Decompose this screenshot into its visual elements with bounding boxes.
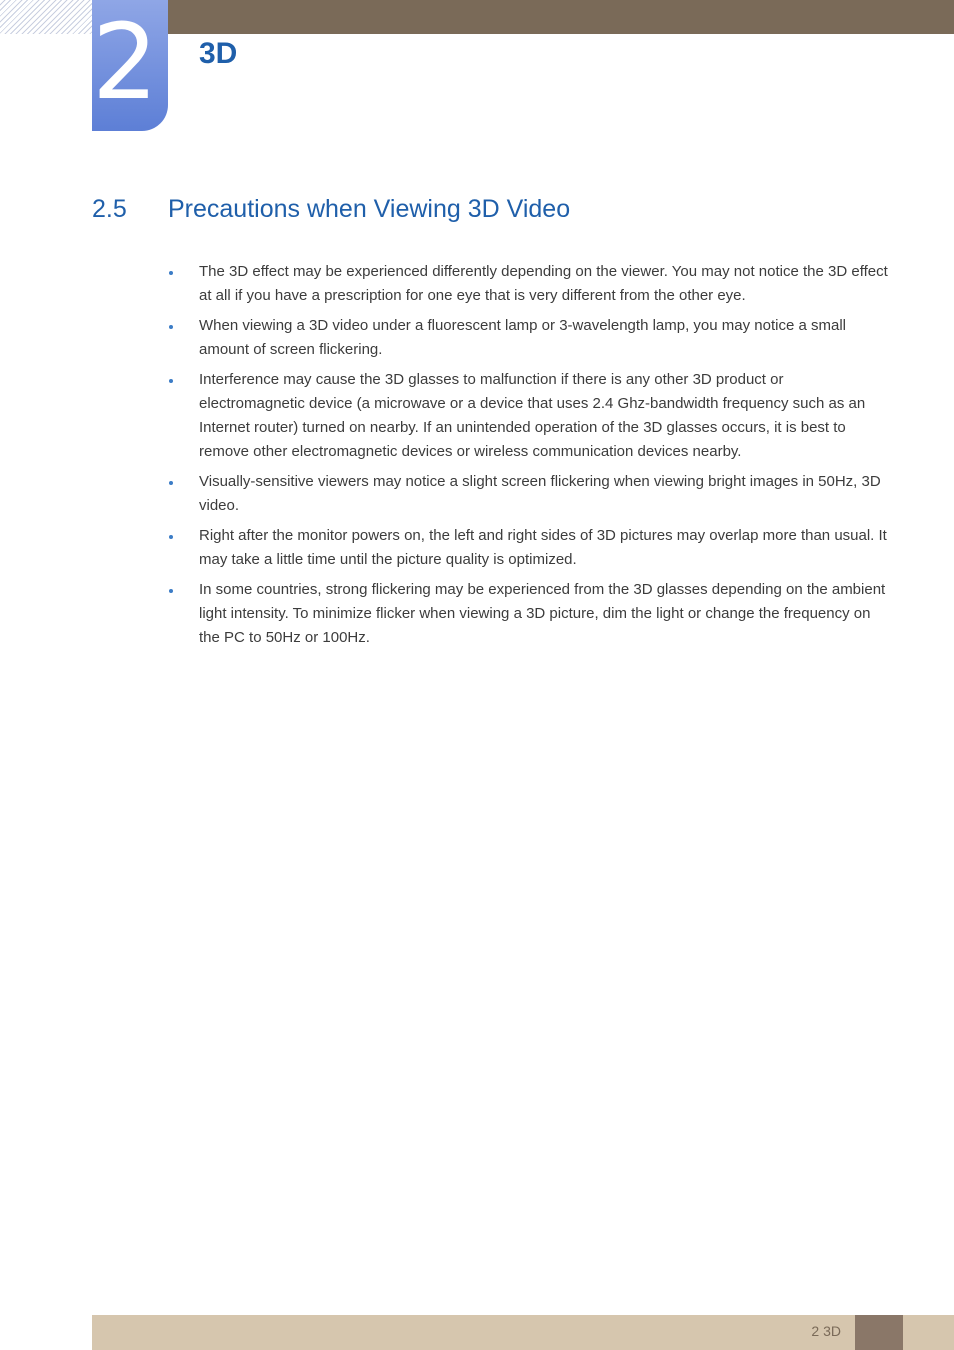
section-heading [92,192,570,226]
chapter-number: 2 [92,1,159,123]
list-item [168,314,888,362]
list-item-text: When viewing a 3D video under a fluorescent lamp or 3-wavelength lamp, you may notice a small amount of screen flickering. [199,317,846,358]
corner-hatch-decoration [0,0,92,34]
list-item [168,470,888,518]
page-number-box [855,1315,903,1350]
bullet-icon [169,271,173,275]
chapter-title: 3D [199,37,238,70]
bullet-icon [169,535,173,539]
list-item-text: In some countries, strong flickering may be experienced from the 3D glasses depending on the ambient light intensity. To minimize flicker when viewing a 3D picture, dim the light or change the frequency on the PC to 50Hz or 100Hz. [199,581,886,646]
list-item [168,260,888,308]
list-item-text: Right after the monitor powers on, the left and right sides of 3D pictures may overlap more than usual. It may take a little time until the picture quality is optimized. [199,527,887,568]
list-item [168,524,888,572]
footer-page-label: 2 3D [811,1323,841,1339]
list-item [168,578,888,650]
list-item-text: Visually-sensitive viewers may notice a slight screen flickering when viewing bright images in 50Hz, 3D video. [199,473,881,514]
list-item-text: The 3D effect may be experienced differently depending on the viewer. You may not notice the 3D effect at all if you have a prescription for one eye that is very different from the other eye. [199,263,888,304]
header-bar [168,0,954,34]
bullet-icon [169,589,173,593]
bullet-icon [169,379,173,383]
section-title: Precautions when Viewing 3D Video [168,195,571,223]
bullet-icon [169,325,173,329]
list-item-text: Interference may cause the 3D glasses to malfunction if there is any other 3D product or electromagnetic device (a microwave or a device that uses 2.4 Ghz-bandwidth frequency such as an Internet router) turned on nearby. If an unintended operation of the 3D glasses occurs, it is best to remove other electromagnetic devices or wireless communication devices nearby. [199,371,866,460]
bullet-icon [169,481,173,485]
precautions-list [168,260,888,656]
chapter-tab [92,0,168,131]
section-number: 2.5 [92,195,127,223]
list-item [168,368,888,464]
